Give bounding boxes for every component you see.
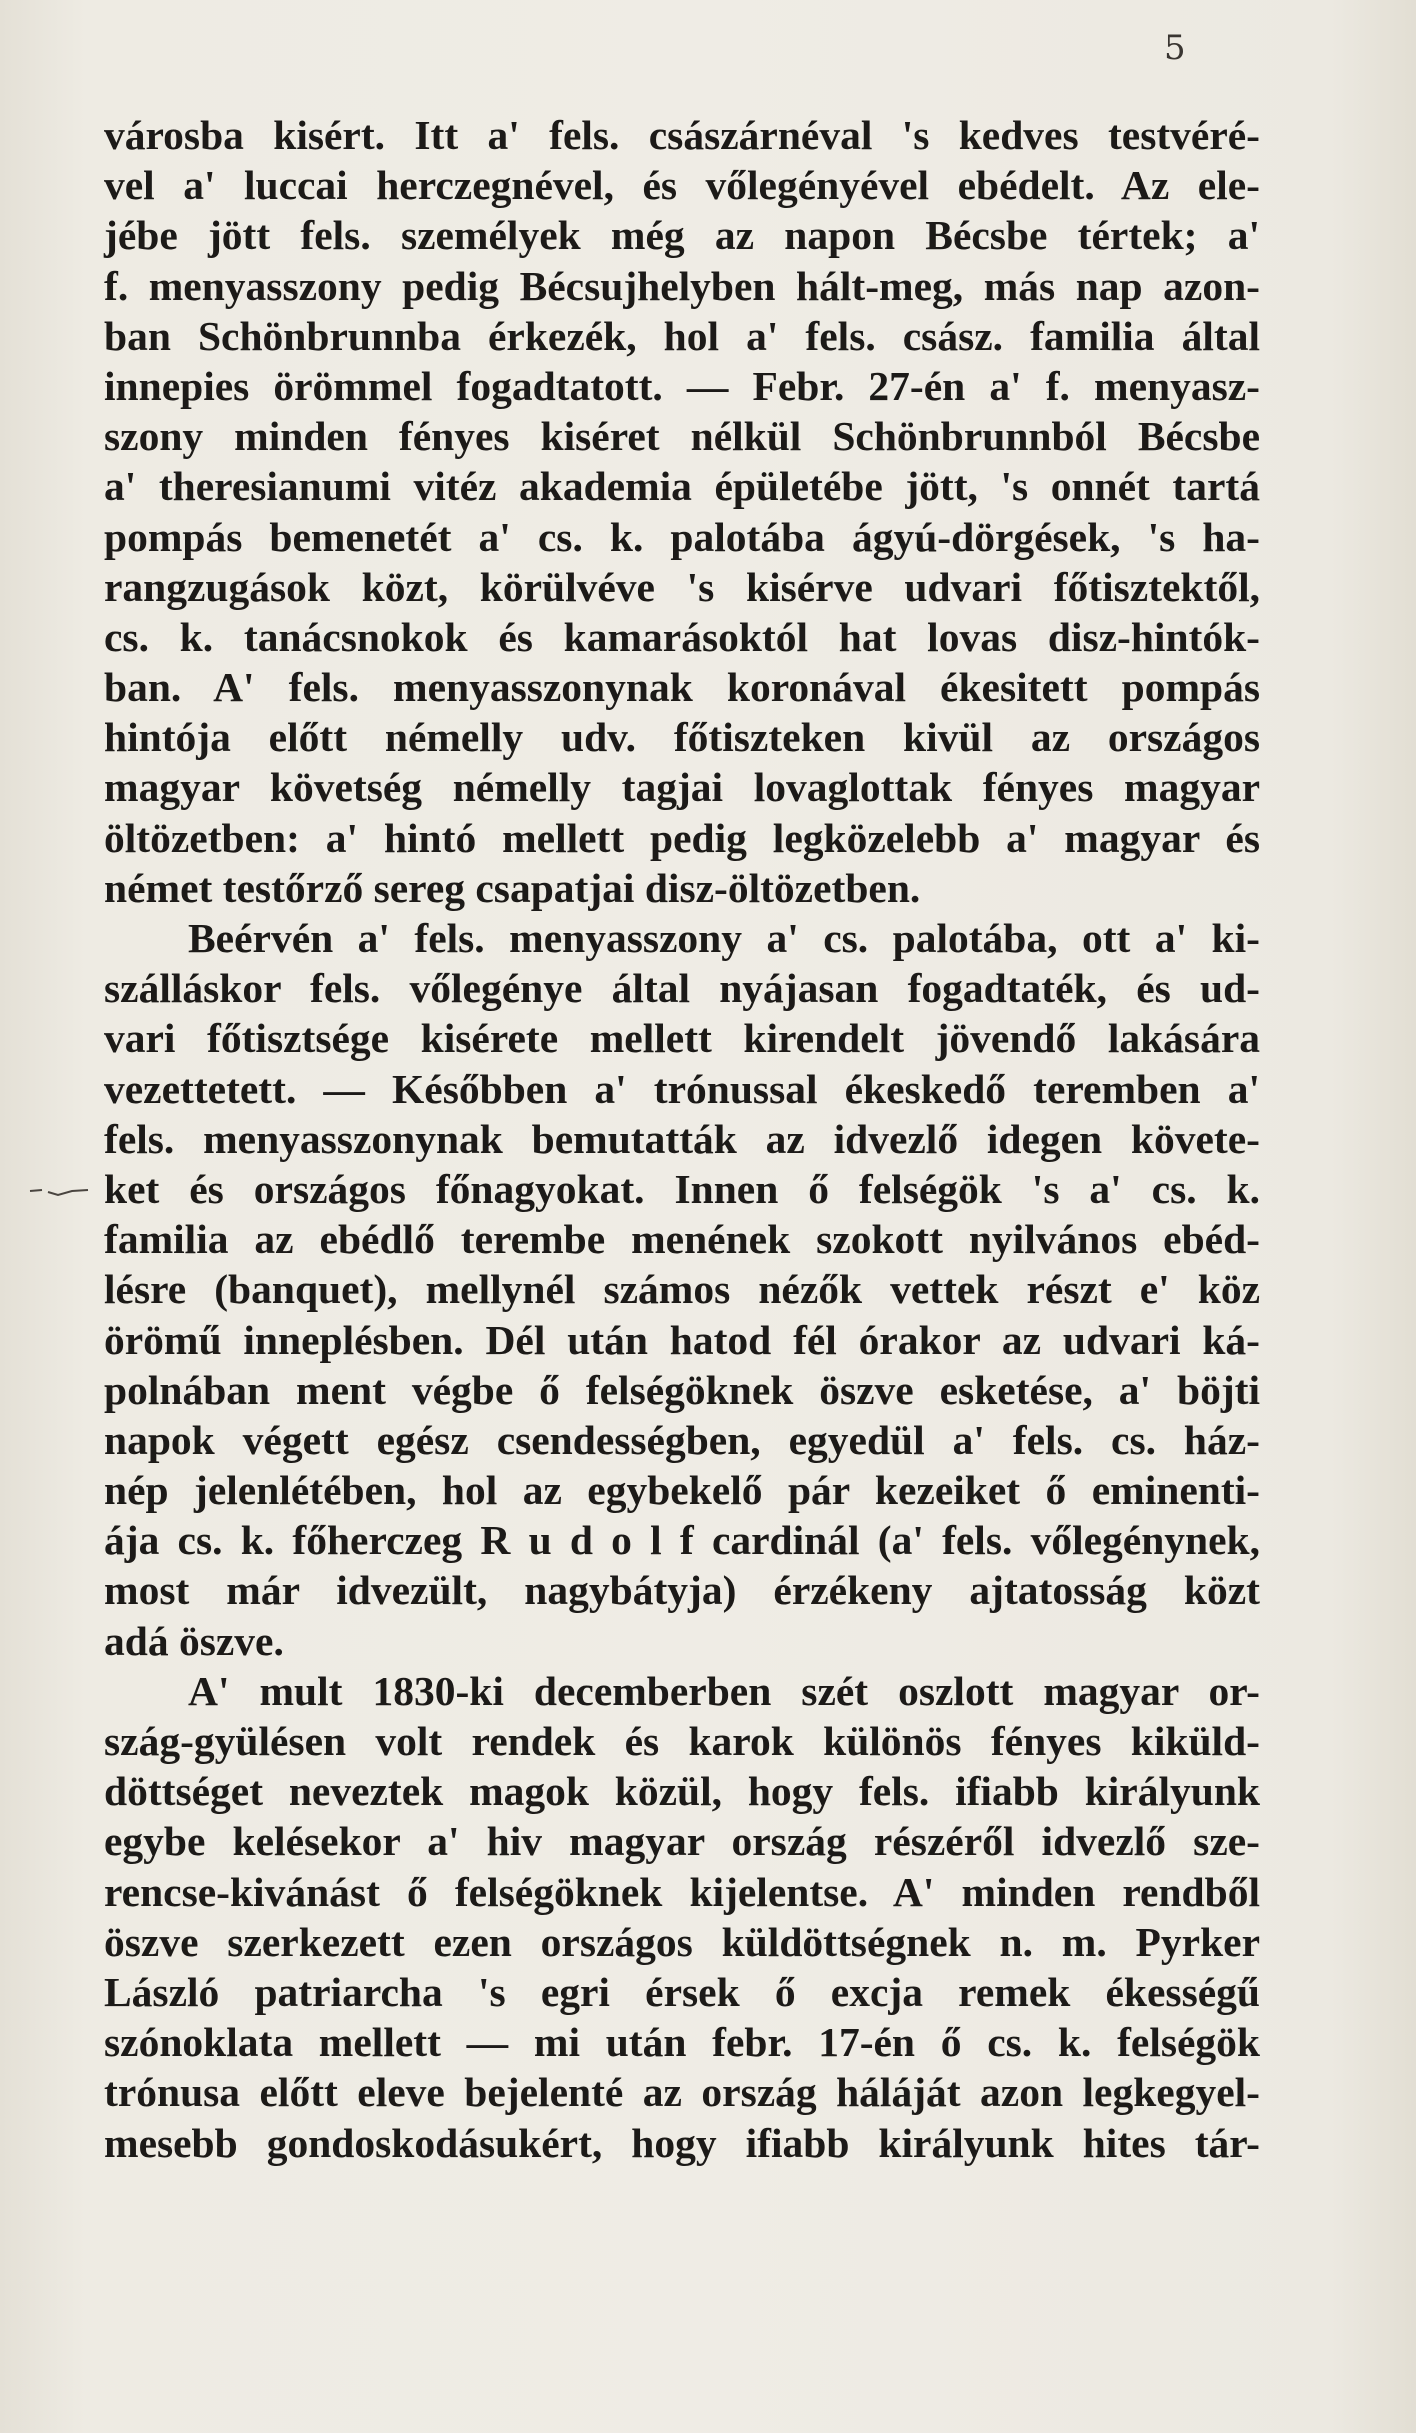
text-line: most már idvezült, nagybátyja) érzékeny ajtatosság közt [104,1567,1260,1614]
paragraph-1 [104,110,1260,913]
text-line: cs. k. tanácsnokok és kamarásoktól hat lovas disz-hintók- [104,613,1260,660]
text-line: ket és országos főnagyokat. Innen ő felségök 's a' cs. k. [104,1165,1260,1212]
page-number: 5 [1164,28,1186,68]
text-line: vezettetett. — Későbben a' trónussal ékeskedő teremben a' [104,1065,1260,1112]
text-line: szág-gyülésen volt rendek és karok különös fényes kiküld- [104,1718,1260,1764]
body-text [104,110,1260,2168]
text-line: nép jelenlétében, hol az egybekelő pár kezeiket ő eminenti- [104,1467,1260,1514]
text-line: innepies örömmel fogadtatott. — Febr. 27-én a' f. menyasz- [104,362,1260,409]
text-line: ban. A' fels. menyasszonynak koronával ékesitett pompás [104,664,1260,711]
text-line: rangzugások közt, körülvéve 's kisérve udvari főtisztektől, [104,563,1260,610]
margin-pencil-mark [28,1182,90,1202]
text-line: vel a' luccai herczegnével, és vőlegényével ebédelt. Az ele- [104,162,1260,209]
text-line: szálláskor fels. vőlegénye által nyájasan fogadtaték, és ud- [104,965,1260,1012]
text-line: László patriarcha 's egri érsek ő excja remek ékességű [104,1968,1260,2015]
text-line: fels. menyasszonynak bemutatták az idvezlő idegen követe- [104,1115,1260,1162]
text-line: öszve szerkezett ezen országos küldöttségnek n. m. Pyrker [104,1918,1260,1965]
text-line: német testőrző sereg csapatjai disz-öltözetben. [104,864,921,911]
text-line: vari főtisztsége kisérete mellett kirendelt jövendő lakására [104,1015,1260,1062]
text-line: familia az ebédlő terembe menének szokott nyilvános ebéd- [104,1216,1260,1263]
paragraph-2 [104,913,1260,1666]
text-line: örömű inneplésben. Dél után hatod fél órakor az udvari ká- [104,1316,1260,1363]
text-line: egybe kelésekor a' hiv magyar ország részéről idvezlő sze- [104,1818,1260,1865]
text-line: magyar követség némelly tagjai lovaglottak fényes magyar [104,764,1260,811]
text-line: mesebb gondoskodásukért, hogy ifiabb királyunk hites tár- [104,2119,1260,2166]
text-line: városba kisért. Itt a' fels. császárnéval 's kedves testvéré- [104,112,1260,158]
text-line: döttséget neveztek magok közül, hogy fels. ifiabb királyunk [104,1768,1260,1815]
text-line: öltözetben: a' hintó mellett pedig legközelebb a' magyar és [104,814,1260,861]
text-line: a' theresianumi vitéz akademia épületébe jött, 's onnét tartá [104,463,1260,510]
text-line: trónusa előtt eleve bejelenté az ország háláját azon legkegyel- [104,2069,1260,2116]
text-line: Beérvén a' fels. menyasszony a' cs. palotába, ott a' ki- [188,915,1260,961]
text-line: ban Schönbrunnba érkezék, hol a' fels. csász. familia által [104,312,1260,359]
text-line: hintója előtt némelly udv. főtiszteken kivül az országos [104,714,1260,761]
text-line: lésre (banquet), mellynél számos nézők vettek részt e' köz [104,1266,1260,1313]
text-line: polnában ment végbe ő felségöknek öszve esketése, a' böjti [104,1366,1260,1413]
text-line: napok végett egész csendességben, egyedül a' fels. cs. ház- [104,1416,1260,1463]
text-line: adá öszve. [104,1617,284,1664]
text-line: ája cs. k. főherczeg R u d o l f cardinál (a' fels. vőlegénynek, [104,1517,1260,1564]
text-line: rencse-kivánást ő felségöknek kijelentse. A' minden rendből [104,1868,1260,1915]
text-line: szony minden fényes kiséret nélkül Schönbrunnból Bécsbe [104,413,1260,460]
text-line: szónoklata mellett — mi után febr. 17-én ő cs. k. felségök [104,2019,1260,2066]
text-line: A' mult 1830-ki decemberben szét oszlott magyar or- [188,1667,1260,1714]
paragraph-3 [104,1666,1260,2168]
text-line: f. menyasszony pedig Bécsujhelyben hált-meg, más nap azon- [104,262,1260,309]
text-line: jébe jött fels. személyek még az napon Bécsbe tértek; a' [104,212,1260,259]
text-line: pompás bemenetét a' cs. k. palotába ágyú-dörgések, 's ha- [104,513,1260,560]
